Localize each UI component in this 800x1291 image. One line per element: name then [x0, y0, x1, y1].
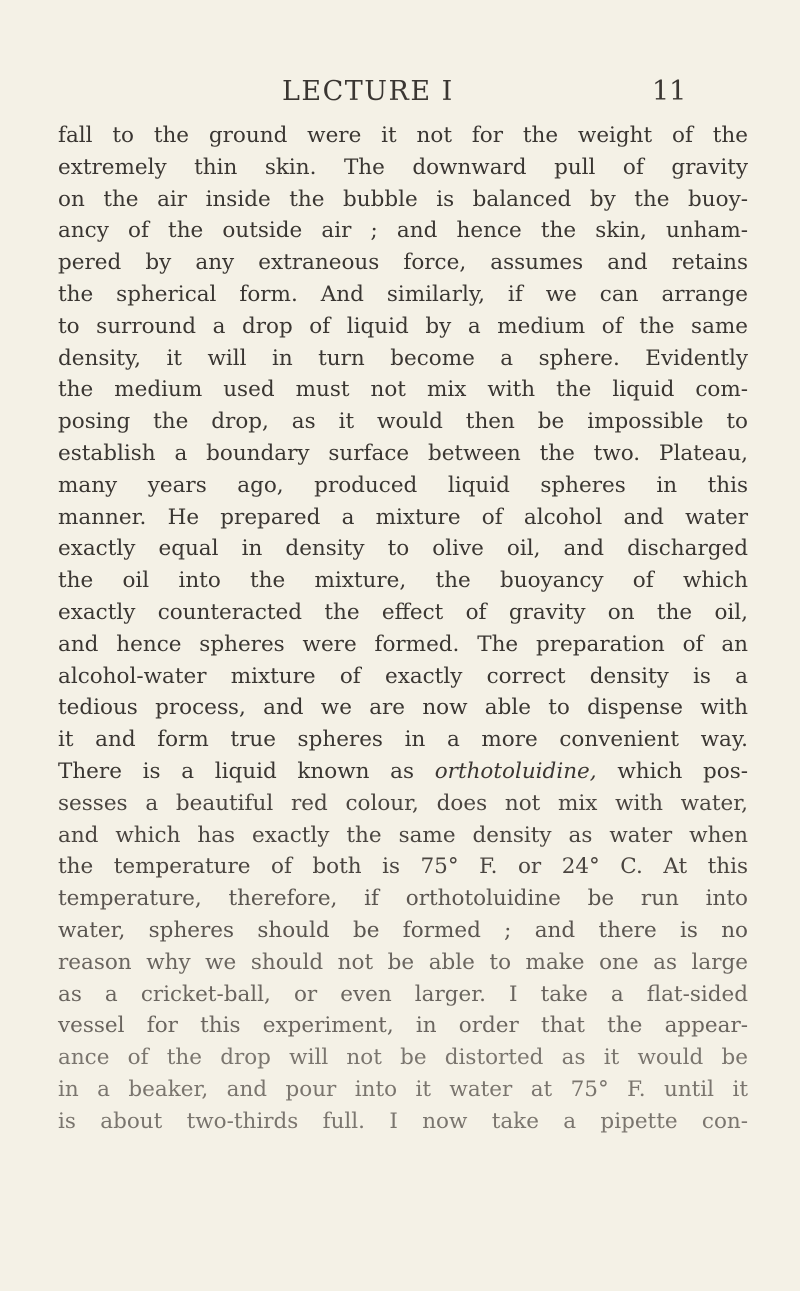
text-line: density, it will in turn become a sphere. Evidently	[58, 345, 748, 371]
text-line: ance of the drop will not be distorted as it would be	[58, 1045, 748, 1071]
text-line: the spherical form. And similarly, if we can arrange	[58, 281, 748, 307]
text-line: water, spheres should be formed ; and there is no	[58, 917, 748, 943]
text-line: establish a boundary surface between the two. Plateau,	[58, 440, 748, 466]
text-line: fall to the ground were it not for the weight of the	[58, 123, 748, 148]
text-line: ancy of the outside air ; and hence the skin, unham-	[58, 218, 748, 244]
text-line: reason why we should not be able to make one as large	[58, 949, 748, 975]
text-line: the temperature of both is 75° F. or 24° C. At this	[58, 854, 748, 880]
body-text	[58, 120, 748, 1138]
text-line	[58, 756, 748, 788]
text-line: to surround a drop of liquid by a medium of the same	[58, 313, 748, 339]
running-head	[0, 76, 800, 116]
text-line: pered by any extraneous force, assumes and retains	[58, 250, 748, 276]
text-line: tedious process, and we are now able to dispense with	[58, 695, 748, 721]
text-line: exactly equal in density to olive oil, and discharged	[58, 536, 748, 562]
text-line: vessel for this experiment, in order that the appear-	[58, 1013, 748, 1039]
text-line: posing the drop, as it would then be impossible to	[58, 409, 748, 435]
text-line: it and form true spheres in a more convenient way.	[58, 727, 748, 753]
text-line: is about two-thirds full. I now take a pipette con-	[58, 1108, 748, 1134]
text-line: the medium used must not mix with the liquid com-	[58, 377, 748, 403]
text-line: exactly counteracted the effect of gravity on the oil,	[58, 599, 748, 625]
italic-term: orthotoluidine,	[434, 758, 597, 784]
text-line: and which has exactly the same density as water when	[58, 822, 748, 848]
text-line: on the air inside the bubble is balanced by the buoy-	[58, 186, 748, 212]
page-title: LECTURE I	[282, 76, 454, 107]
text-line: extremely thin skin. The downward pull of gravity	[58, 154, 748, 180]
text-line: alcohol-water mixture of exactly correct density is a	[58, 663, 748, 689]
page-number: 11	[652, 76, 687, 107]
text-line: sesses a beautiful red colour, does not mix with water,	[58, 790, 748, 816]
text-line: as a cricket-ball, or even larger. I take a flat-sided	[58, 981, 748, 1007]
text-line: temperature, therefore, if orthotoluidine be run into	[58, 886, 748, 912]
text-line: manner. He prepared a mixture of alcohol and water	[58, 504, 748, 530]
text-line: and hence spheres were formed. The preparation of an	[58, 631, 748, 657]
text-fragment: There is a liquid known as	[58, 758, 415, 784]
text-line: many years ago, produced liquid spheres in this	[58, 472, 748, 498]
text-fragment: which pos-	[617, 758, 749, 784]
text-line: the oil into the mixture, the buoyancy of which	[58, 568, 748, 594]
text-line: in a beaker, and pour into it water at 75° F. until it	[58, 1076, 748, 1102]
